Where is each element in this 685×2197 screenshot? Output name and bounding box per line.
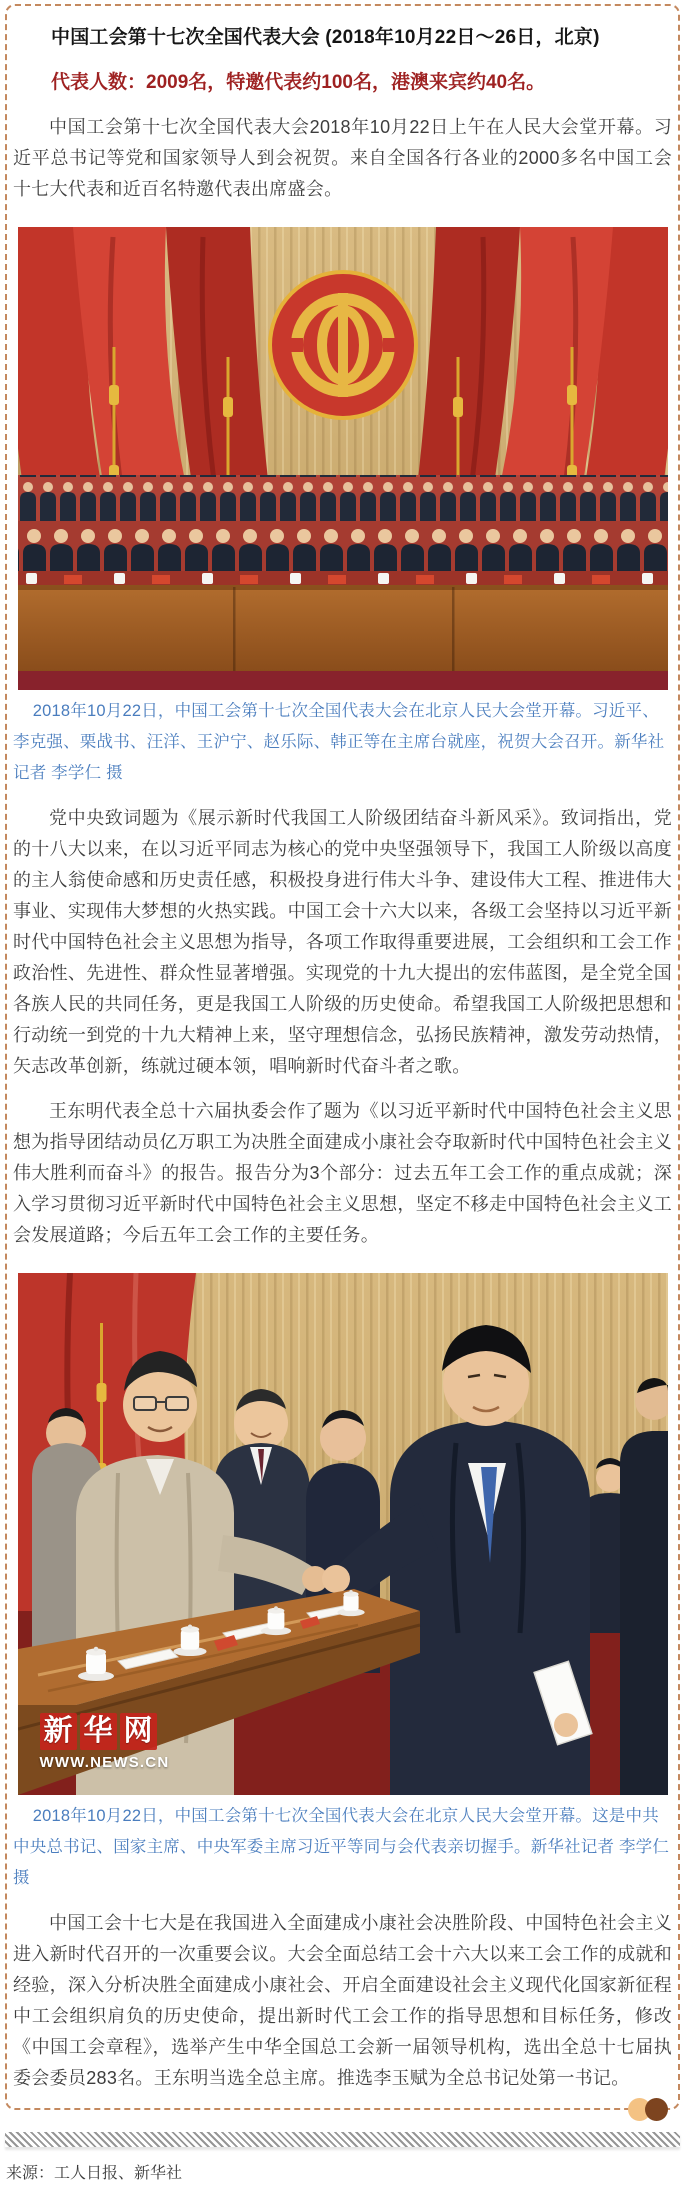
- xinhuanet-logo: [40, 1713, 170, 1750]
- rostrum-desk: [18, 571, 668, 671]
- article-card: [5, 4, 680, 2110]
- xinhuanet-watermark: [40, 1713, 170, 1771]
- watermark-char: 网: [120, 1713, 157, 1750]
- hatch-divider: [5, 2132, 680, 2147]
- congress-hall-illustration: [18, 227, 668, 690]
- paragraph-greeting: 党中央致词题为《展示新时代我国工人阶级团结奋斗新风采》。致词指出，党的十八大以来，在以习近平同志为核心的党中央坚强领导下，我国工人阶级以高度的主人翁使命感和历史责任感，积极投身进行伟大斗争、建设伟大工程、推进伟大事业、实现伟大梦想的火热实践。中国工会十六大以来，各级工会坚持以习近平新时代中国特色社会主义思想为指导，各项工作取得重要进展，工会组织和工会工作政治性、先进性、群众性显著增强。实现党的十九大提出的宏伟蓝图，是全党全国各族人民的共同任务，更是我国工人阶级的历史使命。希望我国工人阶级把思想和行动统一到党的十九大精神上来，坚守理想信念，弘扬民族精神，激发劳动热情，矢志改革创新，练就过硬本领，唱响新时代奋斗者之歌。: [13, 808, 672, 1076]
- photo-congress-hall: [18, 227, 668, 690]
- paragraph-opening: 中国工会第十七次全国代表大会2018年10月22日上午在人民大会堂开幕。习近平总书记等党和国家领导人到会祝贺。来自全国各行各业的2000多名中国工会十七大代表和近百名特邀代表出席盛会。: [13, 117, 672, 199]
- photo-handshake: [18, 1273, 668, 1795]
- stage-carpet: [18, 671, 668, 690]
- audience-rows: [18, 475, 668, 583]
- xinhuanet-url: WWW.NEWS.CN: [39, 1754, 170, 1771]
- watermark-char: 华: [80, 1713, 117, 1750]
- article-title: 中国工会第十七次全国代表大会 (2018年10月22日～26日，北京): [51, 27, 600, 48]
- paragraph-report: 王东明代表全总十六届执委会作了题为《以习近平新时代中国特色社会主义思想为指导团结动员亿万职工为决胜全面建成小康社会夺取新时代中国特色社会主义伟大胜利而奋斗》的报告。报告分为3个部分：过去五年工会工作的重点成就；深入学习贯彻习近平新时代中国特色社会主义思想，坚定不移走中国特色社会主义工会发展道路；今后五年工会工作的主要任务。: [13, 1101, 672, 1245]
- paragraph-closing: 中国工会十七大是在我国进入全面建成小康社会决胜阶段、中国特色社会主义进入新时代召开的一次重要会议。大会全面总结工会十六大以来工会工作的成就和经验，深入分析决胜全面建成小康社会、开启全面建设社会主义现代化国家新征程中工会组织肩负的历史使命，提出新时代工会工作的指导思想和目标任务，修改《中国工会章程》，选举产生中华全国总工会新一届领导机构，选出全总十七届执委会委员283名。王东明当选全总主席。推选李玉赋为全总书记处第一书记。: [13, 1913, 672, 2088]
- watermark-char: 新: [40, 1713, 77, 1750]
- corner-dot-dark: [645, 2098, 668, 2121]
- photo1-caption: 2018年10月22日，中国工会第十七次全国代表大会在北京人民大会堂开幕。习近平、李克强、栗战书、汪洋、王沪宁、赵乐际、韩正等在主席台就座，祝贺大会召开。新华社记者 李学仁 摄: [13, 702, 665, 782]
- source-line: 来源：工人日报、新华社: [6, 2165, 183, 2182]
- delegate-count-highlight: 代表人数：2009名，特邀代表约100名，港澳来宾约40名。: [51, 72, 546, 93]
- acftu-emblem: [270, 272, 416, 418]
- photo2-caption: 2018年10月22日，中国工会第十七次全国代表大会在北京人民大会堂开幕。这是中共中央总书记、国家主席、中央军委主席习近平等同与会代表亲切握手。新华社记者 李学仁 摄: [13, 1807, 670, 1887]
